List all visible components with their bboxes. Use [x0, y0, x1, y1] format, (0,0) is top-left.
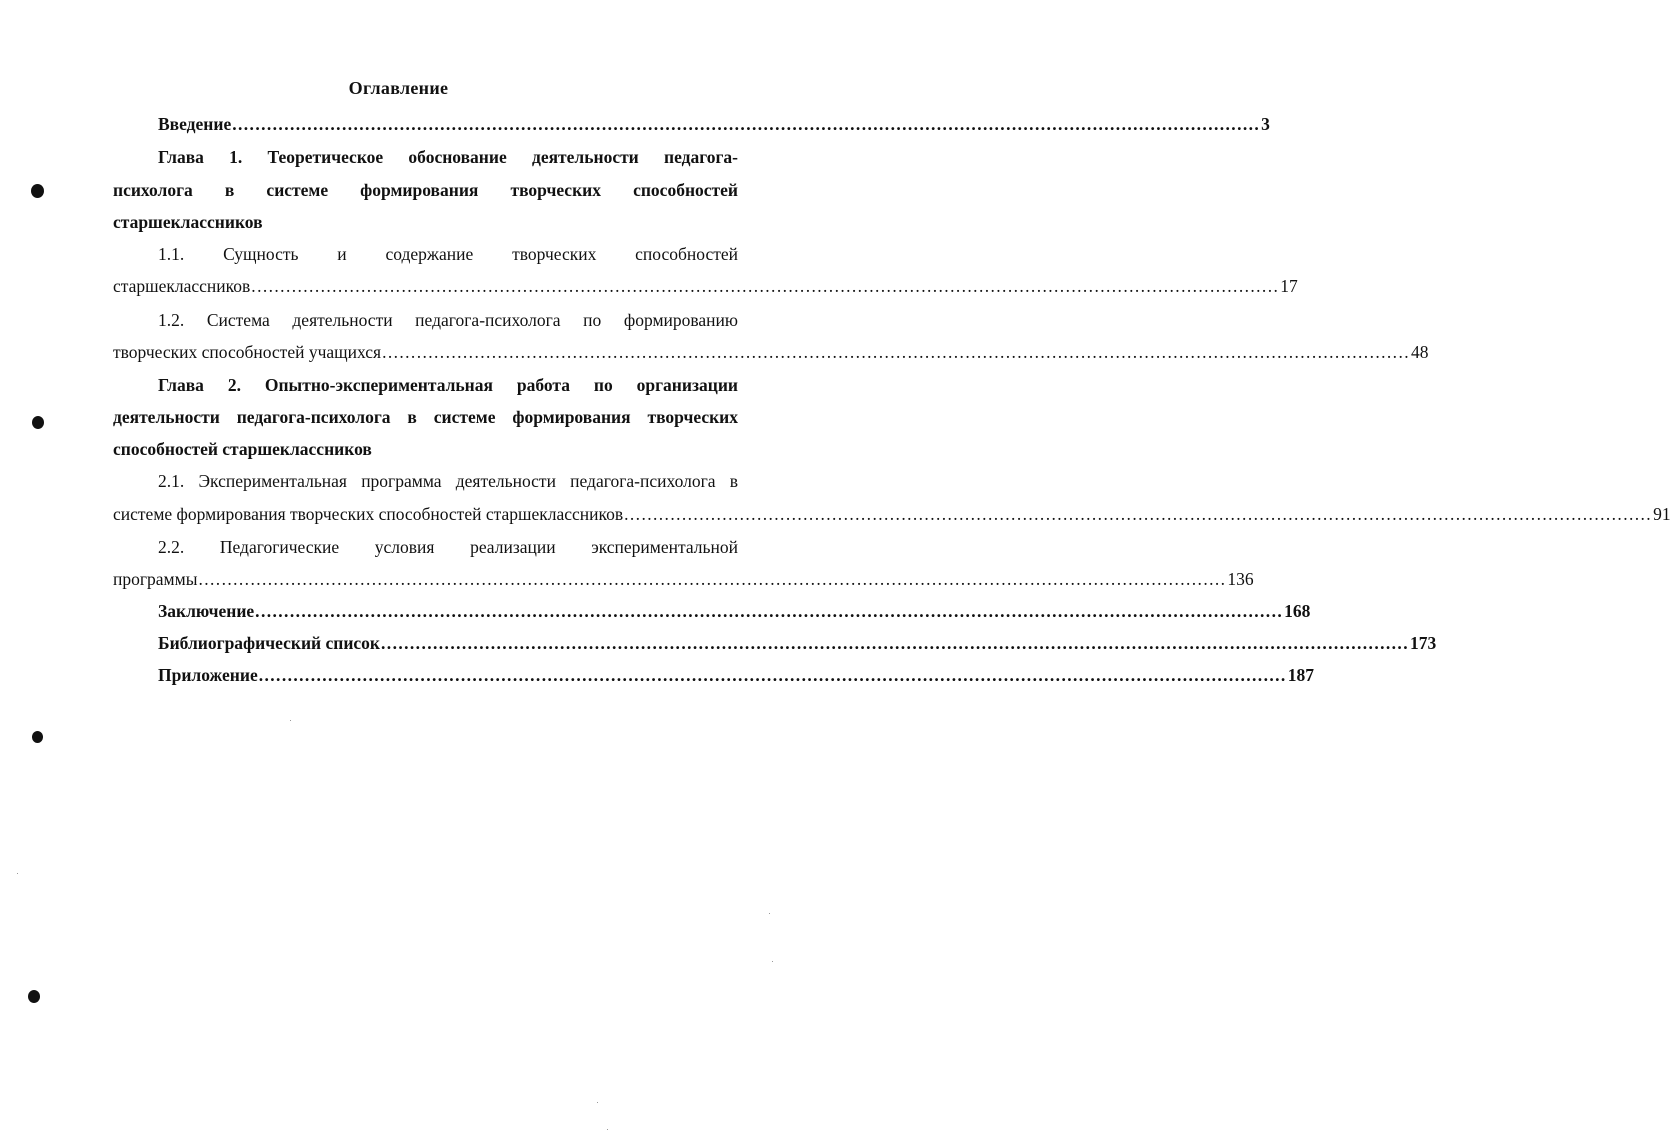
scan-speck: [769, 913, 770, 914]
entry-label: программы: [113, 569, 198, 589]
toc-entry-conclusion[interactable]: [158, 600, 1311, 622]
toc-title: Оглавление: [348, 78, 449, 98]
dot-leader: ..................................................................................................................................................................................: [251, 276, 1280, 296]
entry-page-number: 3: [1261, 114, 1270, 134]
binder-hole-mark: [31, 184, 44, 198]
entry-page-number: 187: [1287, 665, 1314, 685]
binder-hole-mark: [32, 416, 44, 429]
toc-section-1-1-line[interactable]: 1.1. Сущность и содержание творческих способностей: [158, 244, 738, 264]
toc-entry-bibliography[interactable]: [158, 632, 1437, 654]
entry-label: Библиографический список: [158, 633, 381, 653]
toc-section-2-2-leader-line[interactable]: [113, 568, 1254, 590]
entry-page-number: 48: [1411, 342, 1429, 362]
toc-chapter-1-line[interactable]: Глава 1. Теоретическое обоснование деятельности педагога-: [158, 147, 738, 167]
dot-leader: ..................................................................................................................................................................................: [198, 569, 1227, 589]
scan-speck: [290, 720, 291, 721]
toc-chapter-1-line[interactable]: старшеклассников: [113, 212, 263, 232]
entry-page-number: 91: [1653, 504, 1671, 524]
toc-chapter-2-line[interactable]: деятельности педагога-психолога в системе формирования творческих: [113, 407, 738, 427]
entry-label: Приложение: [158, 665, 258, 685]
entry-label: творческих способностей учащихся: [113, 342, 382, 362]
scan-speck: [607, 1129, 608, 1130]
binder-hole-mark: [28, 990, 40, 1003]
toc-section-2-1-leader-line[interactable]: [113, 503, 1671, 525]
entry-page-number: 173: [1409, 633, 1437, 653]
toc-chapter-1-line[interactable]: психолога в системе формирования творческих способностей: [113, 180, 738, 200]
scan-speck: [17, 873, 18, 874]
dot-leader: ..................................................................................................................................................................................: [382, 342, 1411, 362]
entry-page-number: 136: [1227, 569, 1254, 589]
entry-label: Введение: [158, 114, 232, 134]
entry-label: старшеклассников: [113, 276, 251, 296]
toc-section-2-2-line[interactable]: 2.2. Педагогические условия реализации экспериментальной: [158, 537, 738, 557]
toc-section-1-1-leader-line[interactable]: [113, 275, 1298, 297]
toc-chapter-2-line[interactable]: способностей старшеклассников: [113, 439, 372, 459]
toc-chapter-2-line[interactable]: Глава 2. Опытно-экспериментальная работа по организации: [158, 375, 738, 395]
entry-label: Заключение: [158, 601, 255, 621]
dot-leader: ..................................................................................................................................................................................: [232, 114, 1261, 134]
dot-leader: ..................................................................................................................................................................................: [624, 504, 1653, 524]
entry-label: системе формирования творческих способностей старшеклассников: [113, 504, 624, 524]
dot-leader: ..................................................................................................................................................................................: [255, 601, 1284, 621]
toc-entry-appendix[interactable]: [158, 664, 1314, 686]
scan-speck: [597, 1102, 598, 1103]
binder-hole-mark: [32, 731, 43, 743]
entry-page-number: 17: [1280, 276, 1298, 296]
toc-section-2-1-line[interactable]: 2.1. Экспериментальная программа деятельности педагога-психолога в: [158, 471, 738, 491]
dot-leader: ..................................................................................................................................................................................: [258, 665, 1287, 685]
toc-entry-introduction[interactable]: [158, 113, 1270, 135]
toc-section-1-2-leader-line[interactable]: [113, 341, 1429, 363]
scan-speck: [772, 961, 773, 962]
entry-page-number: 168: [1284, 601, 1311, 621]
toc-section-1-2-line[interactable]: 1.2. Система деятельности педагога-психолога по формированию: [158, 310, 738, 330]
dot-leader: ..................................................................................................................................................................................: [381, 633, 1409, 653]
